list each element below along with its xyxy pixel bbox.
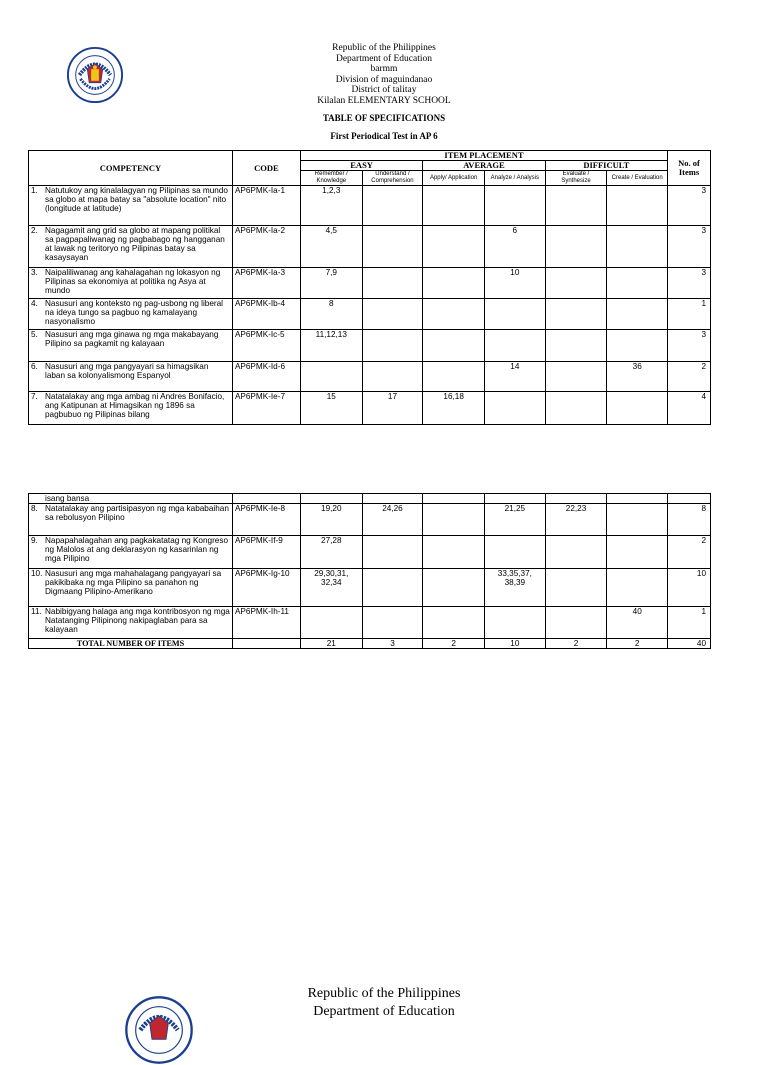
item-cell-c6	[607, 186, 668, 226]
competency-text: Natatalakay ang mga ambag ni Andres Bonifacio, ang Katipunan at Himagsikan ng 1896 sa pagbubuo ng Pilipinas bilang	[45, 392, 225, 419]
competency-number: 3.	[31, 268, 38, 277]
item-cell-c2: 17	[362, 392, 423, 425]
header-line-department: Department of Education	[335, 53, 433, 64]
item-cell-c2	[362, 362, 423, 392]
code-cell: AP6PMK-Ia-2	[232, 226, 300, 268]
specifications-table-page2	[28, 493, 711, 649]
table-row	[29, 569, 711, 607]
item-cell-c3	[423, 330, 485, 362]
document-title: TABLE OF SPECIFICATIONS	[322, 113, 446, 123]
item-cell-c6	[607, 330, 668, 362]
no-items-cell: 3	[668, 186, 711, 226]
item-cell-c2	[362, 186, 423, 226]
item-cell-c6	[607, 226, 668, 268]
no-items-cell: 3	[668, 226, 711, 268]
item-cell-c4	[485, 536, 546, 569]
item-cell-c6	[607, 299, 668, 330]
item-cell-c6	[607, 569, 668, 607]
total-remember: 21	[300, 639, 362, 649]
header-line-district: District of talitay	[351, 85, 417, 95]
item-cell-c6	[607, 536, 668, 569]
code-cell: AP6PMK-Ie-7	[232, 392, 300, 425]
item-cell-c4: 14	[485, 362, 546, 392]
header-remember: Remember / Knowledge	[300, 171, 362, 186]
item-cell-c2	[362, 226, 423, 268]
no-items-cell: 4	[668, 392, 711, 425]
item-cell-c4	[485, 392, 546, 425]
item-cell-c6: 40	[607, 607, 668, 639]
item-cell-c2	[362, 299, 423, 330]
no-items-cell: 3	[668, 268, 711, 299]
item-cell-c5	[545, 362, 607, 392]
competency-number: 2.	[31, 226, 38, 235]
competency-text: Nabibigyang halaga ang mga kontribosyon ng mga Natatanging Pilipinong nakipaglaban para sa kalayaan	[45, 607, 230, 634]
competency-text: Nagagamit ang grid sa globo at mapang politikal sa pagpapaliwanag ng pagbabago ng hangganan at lawak ng teritoryo ng Pilipinas batay sa kasaysayan	[45, 226, 225, 262]
competency-cell	[29, 186, 233, 226]
competency-cell	[29, 330, 233, 362]
item-cell-c3	[423, 299, 485, 330]
header-analyze: Analyze / Analysis	[485, 171, 546, 186]
code-cell: AP6PMK-Id-6	[232, 362, 300, 392]
code-cell: AP6PMK-Ie-8	[232, 504, 300, 536]
total-analyze: 10	[485, 639, 546, 649]
competency-number: 7.	[31, 392, 38, 401]
header2-line-department: Department of Education	[313, 1004, 455, 1019]
no-items-cell: 2	[668, 536, 711, 569]
item-cell-c6	[607, 392, 668, 425]
document-subtitle: First Periodical Test in AP 6	[330, 131, 438, 141]
table-row	[29, 268, 711, 299]
header-difficult: DIFFICULT	[545, 161, 667, 171]
document-header	[0, 43, 768, 141]
competency-cell	[29, 299, 233, 330]
code-cell: AP6PMK-Ic-5	[232, 330, 300, 362]
competency-cell	[29, 392, 233, 425]
no-items-cell: 2	[668, 362, 711, 392]
item-cell-c1: 1,2,3	[300, 186, 362, 226]
item-cell-c2	[362, 569, 423, 607]
item-cell-c5	[545, 226, 607, 268]
no-items-cell: 1	[668, 299, 711, 330]
competency-number: 9.	[31, 536, 38, 545]
item-cell-c1: 8	[300, 299, 362, 330]
competency-number: 4.	[31, 299, 38, 308]
item-cell-c4: 21,25	[485, 504, 546, 536]
item-cell-c1: 11,12,13	[300, 330, 362, 362]
item-cell-c2	[362, 607, 423, 639]
code-cell: AP6PMK-Ih-11	[232, 607, 300, 639]
item-cell-c5	[545, 330, 607, 362]
total-evaluate: 2	[545, 639, 607, 649]
continuation-text: isang bansa	[29, 494, 233, 504]
item-cell-c1: 29,30,31, 32,34	[300, 569, 362, 607]
item-cell-c2	[362, 330, 423, 362]
competency-number: 11.	[31, 607, 42, 616]
code-cell: AP6PMK-If-9	[232, 536, 300, 569]
item-cell-c3	[423, 186, 485, 226]
second-page-header	[0, 985, 768, 1021]
table-row	[29, 504, 711, 536]
competency-text: Naipaliliwanag ang kahalagahan ng lokasyon ng Pilipinas sa ekonomiya at politika ng Asya at mundo	[45, 268, 221, 295]
item-cell-c1	[300, 362, 362, 392]
code-cell: AP6PMK-Ia-1	[232, 186, 300, 226]
competency-cell	[29, 536, 233, 569]
competency-text: Nasusuri ang mga mahahalagang pangyayari sa pakikibaka ng mga Pilipino sa panahon ng Digmaang Pilipino-Amerikano	[45, 569, 222, 596]
competency-text: Nasusuri ang mga ginawa ng mga makabayang Pilipino sa pagkamit ng kalayaan	[45, 330, 219, 348]
competency-text: Natatalakay ang partisipasyon ng mga kababaihan sa rebolusyon Pilipino	[45, 504, 229, 522]
total-understand: 3	[362, 639, 423, 649]
header-create: Create / Evaluation	[607, 171, 668, 186]
table-row	[29, 186, 711, 226]
header-line-republic: Republic of the Philippines	[332, 43, 436, 53]
item-cell-c1: 4,5	[300, 226, 362, 268]
item-cell-c4: 10	[485, 268, 546, 299]
table-row	[29, 494, 711, 504]
competency-number: 8.	[31, 504, 38, 513]
table-row	[29, 226, 711, 268]
no-items-cell: 3	[668, 330, 711, 362]
item-cell-c3	[423, 362, 485, 392]
item-cell-c4: 6	[485, 226, 546, 268]
item-cell-c5	[545, 186, 607, 226]
item-cell-c3	[423, 268, 485, 299]
table-row	[29, 362, 711, 392]
item-cell-c1: 27,28	[300, 536, 362, 569]
table-row	[29, 299, 711, 330]
no-items-cell: 10	[668, 569, 711, 607]
item-cell-c1: 7,9	[300, 268, 362, 299]
competency-number: 6.	[31, 362, 38, 371]
item-cell-c3	[423, 226, 485, 268]
item-cell-c5: 22,23	[545, 504, 607, 536]
total-label: TOTAL NUMBER OF ITEMS	[29, 639, 233, 649]
competency-cell	[29, 504, 233, 536]
no-items-cell: 8	[668, 504, 711, 536]
competency-cell	[29, 226, 233, 268]
item-cell-c4	[485, 186, 546, 226]
total-row	[29, 639, 711, 649]
item-cell-c4	[485, 607, 546, 639]
competency-text: Nasusuri ang konteksto ng pag-usbong ng liberal na ideya tungo sa pagbuo ng kamalayang nasyonalismo	[45, 299, 223, 326]
item-cell-c1	[300, 607, 362, 639]
table-row	[29, 536, 711, 569]
item-cell-c3: 16,18	[423, 392, 485, 425]
code-cell: AP6PMK-Ig-10	[232, 569, 300, 607]
header-line-school: Kilalan ELEMENTARY SCHOOL	[317, 95, 451, 106]
competency-number: 1.	[31, 186, 38, 195]
competency-cell	[29, 569, 233, 607]
header2-line-republic: Republic of the Philippines	[307, 986, 461, 1001]
competency-text: Napapahalagahan ang pagkakatatag ng Kongreso ng Malolos at ang deklarasyon ng kasarinlan ng mga Pilipino	[45, 536, 229, 563]
header-line-division: Division of maguindanao	[335, 74, 433, 85]
competency-cell	[29, 362, 233, 392]
item-cell-c2	[362, 268, 423, 299]
header-item-placement: ITEM PLACEMENT	[300, 151, 667, 161]
item-cell-c5	[545, 536, 607, 569]
competency-number: 5.	[31, 330, 38, 339]
item-cell-c3	[423, 607, 485, 639]
item-cell-c2	[362, 536, 423, 569]
specifications-table-page1	[28, 150, 711, 425]
item-cell-c3	[423, 569, 485, 607]
item-cell-c1: 15	[300, 392, 362, 425]
item-cell-c4	[485, 330, 546, 362]
item-cell-c5	[545, 299, 607, 330]
competency-number: 10.	[31, 569, 43, 578]
header-line-region: barmm	[370, 64, 398, 74]
item-cell-c5	[545, 607, 607, 639]
header-average: AVERAGE	[423, 161, 545, 171]
header-competency: COMPETENCY	[29, 151, 233, 186]
total-apply: 2	[423, 639, 485, 649]
item-cell-c3	[423, 536, 485, 569]
item-cell-c5	[545, 268, 607, 299]
header-understand: Understand / Comprehension	[362, 171, 423, 186]
total-code	[232, 639, 300, 649]
item-cell-c2: 24,26	[362, 504, 423, 536]
code-cell: AP6PMK-Ia-3	[232, 268, 300, 299]
code-cell: AP6PMK-Ib-4	[232, 299, 300, 330]
header-evaluate: Evaluate / Synthesize	[545, 171, 607, 186]
header-apply: Apply/ Application	[423, 171, 485, 186]
item-cell-c6: 36	[607, 362, 668, 392]
competency-cell	[29, 607, 233, 639]
header-no-items: No. of Items	[668, 151, 711, 186]
item-cell-c3	[423, 504, 485, 536]
header-easy: EASY	[300, 161, 422, 171]
competency-text: Nasusuri ang mga pangyayari sa himagsikan laban sa kolonyalismong Espanyol	[45, 362, 209, 380]
competency-text: Natutukoy ang kinalalagyan ng Pilipinas sa mundo sa globo at mapa batay sa "absolute location" nito (longitude at latitude)	[45, 186, 228, 213]
total-create: 2	[607, 639, 668, 649]
item-cell-c4	[485, 299, 546, 330]
no-items-cell: 1	[668, 607, 711, 639]
total-items: 40	[668, 639, 711, 649]
item-cell-c4: 33,35,37, 38,39	[485, 569, 546, 607]
item-cell-c6	[607, 504, 668, 536]
competency-cell	[29, 268, 233, 299]
item-cell-c5	[545, 569, 607, 607]
item-cell-c6	[607, 268, 668, 299]
item-cell-c1: 19,20	[300, 504, 362, 536]
header-code: CODE	[232, 151, 300, 186]
item-cell-c5	[545, 392, 607, 425]
table-row	[29, 392, 711, 425]
table-row	[29, 607, 711, 639]
table-row	[29, 330, 711, 362]
